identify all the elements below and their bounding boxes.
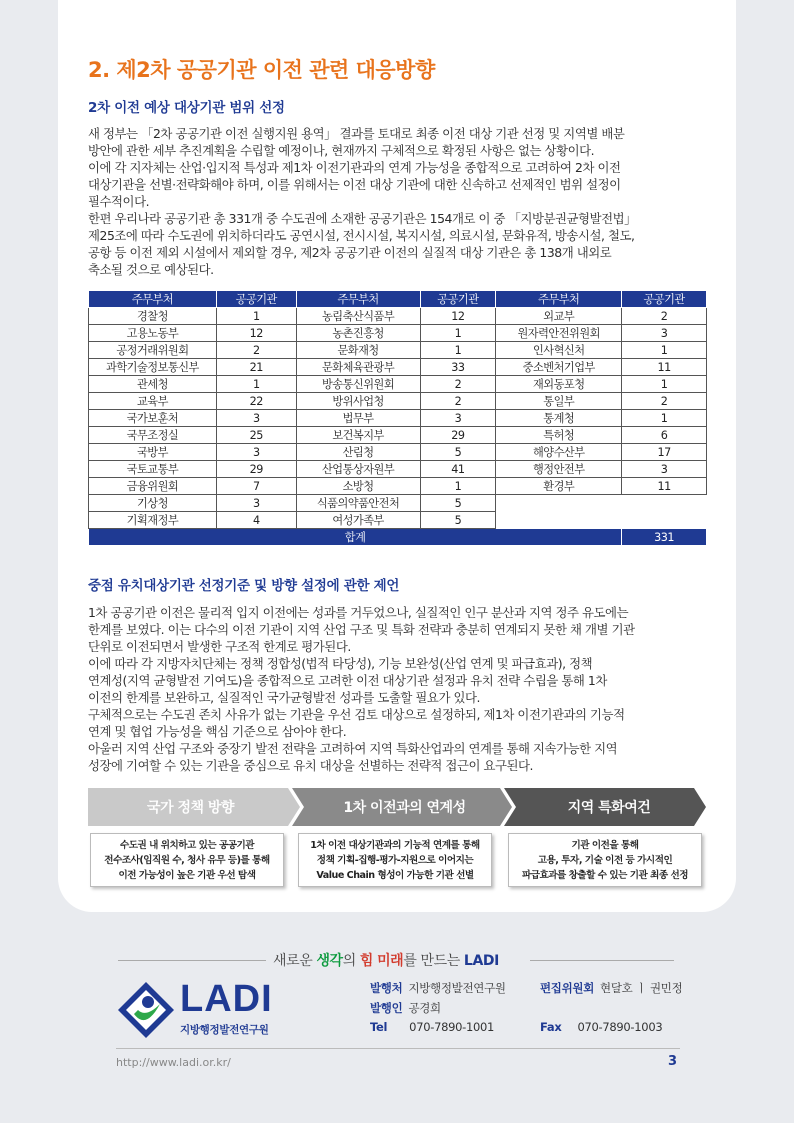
table-cell: 경찰청: [89, 308, 217, 325]
table-cell: 외교부: [496, 308, 622, 325]
slogan: [118, 950, 674, 970]
para2-line: 연계 및 협업 가능성을 핵심 기준으로 삼아야 한다.: [88, 724, 347, 739]
label: Tel: [370, 1020, 388, 1034]
value: 070-7890-1003: [577, 1020, 663, 1034]
slogan-text: [273, 950, 499, 970]
table-cell: 문화체육관광부: [296, 359, 420, 376]
para2-line: 한계를 보였다. 이는 다수의 이전 기관이 지역 산업 구조 및 특화 전략과 충분히 연계되지 못한 채 개별 기관: [88, 622, 635, 637]
subsection-title-1: 2차 이전 예상 대상기관 범위 선정: [88, 100, 285, 116]
box-line: 전수조사(임직원 수, 청사 유무 등)를 통해: [104, 854, 270, 866]
paragraph-2: [88, 604, 710, 774]
table-row: [89, 393, 707, 410]
table-cell: 1: [420, 478, 496, 495]
total-value: 331: [622, 529, 707, 546]
table-cell: 식품의약품안전처: [296, 495, 420, 512]
table-cell: 3: [622, 325, 707, 342]
table-cell: 관세청: [89, 376, 217, 393]
table-cell: 방송통신위원회: [296, 376, 420, 393]
footer-divider: [116, 1048, 680, 1049]
table-cell: 기상청: [89, 495, 217, 512]
table-cell: 보건복지부: [296, 427, 420, 444]
para1-line: 필수적이다.: [88, 194, 150, 209]
logo-org-name: 지방행정발전연구원: [180, 1024, 269, 1036]
table-cell: 국토교통부: [89, 461, 217, 478]
para2-line: 단위로 이전되면서 발생한 구조적 한계로 평가된다.: [88, 639, 351, 654]
box-line: 이전 가능성이 높은 기관 우선 탐색: [118, 869, 256, 881]
colophon-fax: [540, 1020, 662, 1034]
column-header: 주무부처: [296, 291, 420, 308]
table-cell: 1: [622, 342, 707, 359]
table-cell: 29: [420, 427, 496, 444]
table-cell: 17: [622, 444, 707, 461]
section-title: 2. 제2차 공공기관 이전 관련 대응방향: [88, 58, 435, 82]
footer-url[interactable]: http://www.ladi.or.kr/: [116, 1056, 231, 1069]
logo-wordmark: LADI: [180, 978, 273, 1020]
table-row: [89, 461, 707, 478]
box-line: 정책 기획-집행-평가-지원으로 이어지는: [316, 854, 474, 866]
table-cell: 환경부: [496, 478, 622, 495]
table-cell: 11: [622, 478, 707, 495]
table-row: [89, 444, 707, 461]
box-line: 수도권 내 위치하고 있는 공공기관: [119, 839, 255, 851]
table-row: [89, 325, 707, 342]
para2-line: 구체적으로는 수도권 존치 사유가 없는 기관을 우선 검토 대상으로 설정하되, 제1차 이전기관과의 기능적: [88, 707, 625, 722]
subsection-title-2: 중점 유치대상기관 선정기준 및 방향 설정에 관한 제언: [88, 578, 400, 594]
table-cell: 5: [420, 512, 496, 529]
label: 편집위원회: [540, 981, 595, 995]
para1-line: 공항 등 이전 제외 시설에서 제외할 경우, 제2차 공공기관 이전의 실질적 대상 기관은 총 138개 내외로: [88, 245, 612, 260]
table-cell: 중소벤처기업부: [496, 359, 622, 376]
table-cell: 금융위원회: [89, 478, 217, 495]
para1-line: 방안에 관한 세부 추진계획을 수립할 예정이나, 현재까지 구체적으로 확정된 사항은 없는 상황이다.: [88, 143, 595, 158]
table-cell: 2: [420, 376, 496, 393]
para2-line: 1차 공공기관 이전은 물리적 입지 이전에는 성과를 거두었으나, 실질적인 인구 분산과 지역 정주 유도에는: [88, 605, 629, 620]
table-cell: [622, 512, 707, 529]
para2-line: 연계성(지역 균형발전 기여도)을 종합적으로 고려한 이전 대상기관 설정과 유치 전략 수립을 통해 1차: [88, 673, 607, 688]
value: 지방행정발전연구원: [408, 981, 506, 995]
value: 070-7890-1001: [409, 1020, 495, 1034]
colophon-editors: [540, 980, 682, 996]
table-cell: 41: [420, 461, 496, 478]
table-cell: 국무조정실: [89, 427, 217, 444]
ladi-emblem-icon: [116, 980, 176, 1040]
step-label-3: 지역 특화여건: [567, 800, 651, 816]
table-cell: 기획재정부: [89, 512, 217, 529]
table-cell: 3: [216, 495, 296, 512]
page-number: 3: [668, 1054, 678, 1069]
step-label-2: 1차 이전과의 연계성: [343, 800, 466, 816]
table-cell: 2: [420, 393, 496, 410]
table-cell: 법무부: [296, 410, 420, 427]
table-cell: 1: [216, 376, 296, 393]
value: 공경희: [408, 1001, 441, 1015]
table-cell: 산림청: [296, 444, 420, 461]
table-cell: [496, 512, 622, 529]
para1-line: 한편 우리나라 공공기관 총 331개 중 수도권에 소재한 공공기관은 154개로 이 중 「지방분권균형발전법」: [88, 211, 637, 226]
para1-line: 새 정부는 「2차 공공기관 이전 실행지원 용역」 결과를 토대로 최종 이전 대상 기관 선정 및 지역별 배분: [88, 126, 625, 141]
para1-line: 축소될 것으로 예상된다.: [88, 262, 214, 277]
colophon-tel: [370, 1020, 494, 1034]
table-row: [89, 376, 707, 393]
table-cell: 특허청: [496, 427, 622, 444]
table-cell: 3: [216, 444, 296, 461]
table-row: [89, 478, 707, 495]
label: 발행처: [370, 981, 403, 995]
table-cell: 1: [622, 376, 707, 393]
table-cell: 방위사업청: [296, 393, 420, 410]
ladi-logo: [116, 980, 296, 1040]
slogan-highlight: 미래: [377, 953, 404, 969]
box-line: 고용, 투자, 기술 이전 등 가시적인: [537, 854, 673, 866]
para2-line: 아울러 지역 산업 구조와 중장기 발전 전략을 고려하여 지역 특화산업과의 연계를 통해 지속가능한 지역: [88, 741, 618, 756]
table-cell: 소방청: [296, 478, 420, 495]
slogan-part: 를 만드는: [403, 953, 464, 969]
para2-line: 이전의 한계를 보완하고, 실질적인 국가균형발전 성과를 도출할 필요가 있다.: [88, 690, 480, 705]
table-cell: 12: [216, 325, 296, 342]
criteria-flow: [88, 788, 706, 826]
table-cell: [622, 495, 707, 512]
box-line: 기관 이전을 통해: [571, 839, 639, 851]
box-line: 파급효과를 창출할 수 있는 기관 최종 선정: [521, 869, 689, 881]
column-header: 공공기관: [420, 291, 496, 308]
column-header: 공공기관: [216, 291, 296, 308]
slogan-part: 의: [342, 953, 360, 969]
table-cell: 국가보훈처: [89, 410, 217, 427]
table-cell: 6: [622, 427, 707, 444]
table-cell: 5: [420, 495, 496, 512]
column-header: 주무부처: [89, 291, 217, 308]
slogan-highlight: 생각: [316, 953, 343, 969]
table-cell: 12: [420, 308, 496, 325]
criteria-box-3: [508, 833, 702, 887]
table-cell: [496, 495, 622, 512]
table-row: [89, 512, 707, 529]
slogan-part: 새로운: [273, 953, 317, 969]
value: 현달호 ㅣ 권민정: [600, 981, 683, 995]
table-row: [89, 342, 707, 359]
table-cell: 1: [420, 325, 496, 342]
table-cell: 인사혁신처: [496, 342, 622, 359]
column-header: 공공기관: [622, 291, 707, 308]
table-cell: 고용노동부: [89, 325, 217, 342]
slogan-brand: LADI: [463, 953, 499, 969]
table-cell: 22: [216, 393, 296, 410]
table-cell: 과학기술정보통신부: [89, 359, 217, 376]
table-cell: 재외동포청: [496, 376, 622, 393]
table-row: [89, 359, 707, 376]
agency-table: [88, 290, 707, 546]
table-cell: 25: [216, 427, 296, 444]
table-cell: 해양수산부: [496, 444, 622, 461]
table-cell: 2: [622, 308, 707, 325]
table-cell: 농림축산식품부: [296, 308, 420, 325]
table-cell: 11: [622, 359, 707, 376]
para1-line: 대상기관을 선별·전략화해야 하며, 이를 위해서는 이전 대상 기관에 대한 신속하고 선제적인 범위 설정이: [88, 177, 621, 192]
table-row: [89, 410, 707, 427]
table-cell: 33: [420, 359, 496, 376]
slogan-divider: [118, 960, 266, 961]
table-cell: 3: [420, 410, 496, 427]
slogan-divider: [530, 960, 674, 961]
para2-line: 성장에 기여할 수 있는 기관을 중심으로 유치 대상을 선별하는 전략적 접근이 요구된다.: [88, 758, 534, 773]
table-cell: 원자력안전위원회: [496, 325, 622, 342]
table-row: [89, 427, 707, 444]
table-cell: 1: [420, 342, 496, 359]
box-line: 1차 이전 대상기관과의 기능적 연계를 통해: [310, 839, 480, 851]
para2-line: 이에 따라 각 지방자치단체는 정책 정합성(법적 타당성), 기능 보완성(산업 연계 및 파급효과), 정책: [88, 656, 593, 671]
colophon-publisher: [370, 980, 506, 996]
table-cell: 행정안전부: [496, 461, 622, 478]
table-cell: 농촌진흥청: [296, 325, 420, 342]
table-cell: 1: [622, 410, 707, 427]
para1-line: 이에 각 지자체는 산업·입지적 특성과 제1차 이전기관과의 연계 가능성을 종합적으로 고려하여 2차 이전: [88, 160, 621, 175]
box-line: Value Chain 형성이 가능한 기관 선별: [316, 869, 474, 881]
table-cell: 3: [216, 410, 296, 427]
table-cell: 29: [216, 461, 296, 478]
step-label-1: 국가 정책 방향: [147, 800, 234, 816]
table-cell: 여성가족부: [296, 512, 420, 529]
criteria-box-1: [90, 833, 284, 887]
table-cell: 공정거래위원회: [89, 342, 217, 359]
para1-line: 제25조에 따라 수도권에 위치하더라도 공연시설, 전시시설, 복지시설, 의료시설, 문화유적, 방송시설, 철도,: [88, 228, 635, 243]
table-cell: 3: [622, 461, 707, 478]
table-cell: 국방부: [89, 444, 217, 461]
table-cell: 문화재청: [296, 342, 420, 359]
table-cell: 7: [216, 478, 296, 495]
table-cell: 산업통상자원부: [296, 461, 420, 478]
table-total-row: [89, 529, 707, 546]
label: 발행인: [370, 1001, 403, 1015]
label: Fax: [540, 1020, 562, 1034]
table-cell: 2: [622, 393, 707, 410]
paragraph-1: [88, 125, 710, 278]
table-header-row: [89, 291, 707, 308]
table-cell: 1: [216, 308, 296, 325]
criteria-box-2: [298, 833, 492, 887]
colophon-issuer: [370, 1000, 441, 1016]
total-label: 합계: [89, 529, 622, 546]
table-cell: 2: [216, 342, 296, 359]
table-cell: 21: [216, 359, 296, 376]
table-row: [89, 308, 707, 325]
table-cell: 5: [420, 444, 496, 461]
table-row: [89, 495, 707, 512]
table-cell: 4: [216, 512, 296, 529]
table-cell: 교육부: [89, 393, 217, 410]
slogan-highlight: 힘: [359, 953, 373, 969]
column-header: 주무부처: [496, 291, 622, 308]
table-cell: 통계청: [496, 410, 622, 427]
table-cell: 통일부: [496, 393, 622, 410]
